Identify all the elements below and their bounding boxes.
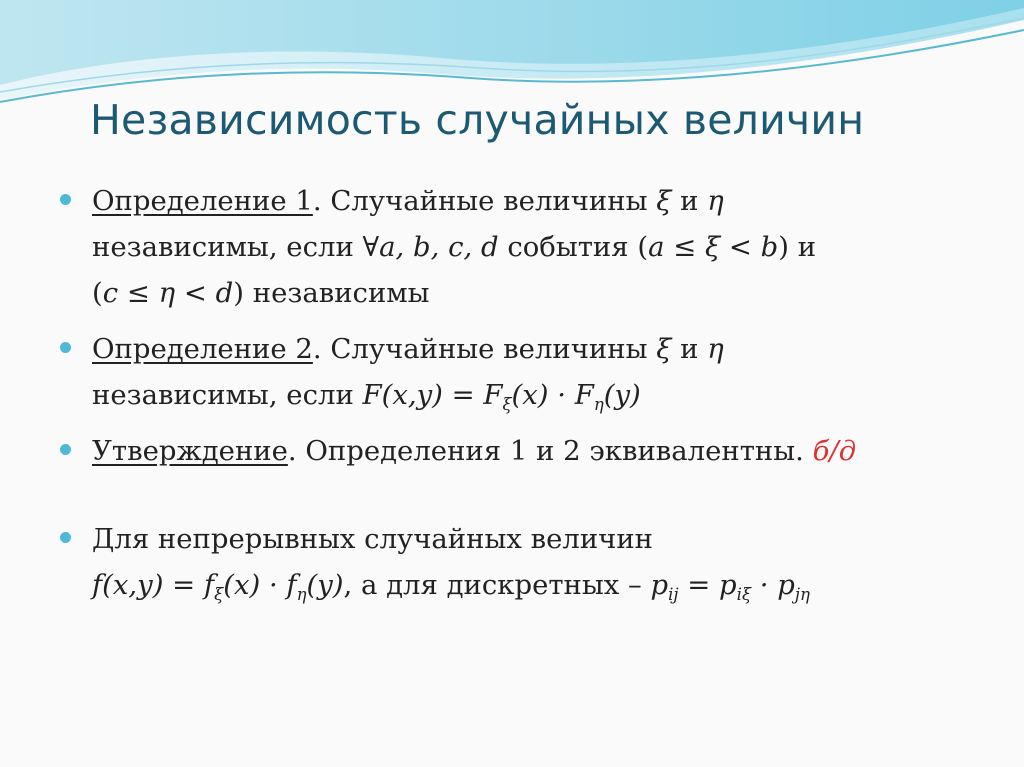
events-text: события ( [498, 231, 649, 263]
bullet-icon [60, 532, 71, 543]
subscript-eta: η [593, 394, 604, 414]
claim-text: . Определения 1 и 2 эквивалентны. [287, 435, 813, 467]
definition-1-label: Определение 1 [92, 185, 313, 217]
list-item-claim [60, 428, 990, 474]
subscript-xi: ξ [502, 394, 512, 414]
independent-if-text: независимы, если [92, 379, 363, 411]
without-proof-note: б/д [812, 435, 857, 467]
slide-title: Независимость случайных величин [90, 96, 865, 144]
dot-p: · p [751, 569, 795, 601]
and-text: и [671, 333, 708, 365]
forall-symbol: ∀ [362, 231, 380, 263]
formula-end: (y) [603, 379, 641, 411]
bullet-icon [60, 194, 71, 205]
subscript-ij: ij [668, 584, 679, 604]
eta-symbol: η [707, 185, 724, 217]
close-and-text: ) и [778, 231, 817, 263]
definition-1-text: . Случайные величины [312, 185, 657, 217]
bullet-icon [60, 342, 71, 353]
list-item-definition-1 [60, 178, 990, 316]
subscript-eta: η [296, 584, 307, 604]
subscript-jeta: jη [794, 584, 810, 604]
eta-symbol: η [707, 333, 724, 365]
discrete-text: , а для дискретных – [343, 569, 651, 601]
list-item-definition-2 [60, 326, 990, 418]
formula-middle: (x) · f [223, 569, 297, 601]
joint-density-formula: f(x,y) = f [92, 569, 215, 601]
equals-p: = p [678, 569, 737, 601]
bullet-icon [60, 444, 71, 455]
formula-end: (y) [306, 569, 344, 601]
p-symbol: p [650, 569, 669, 601]
bullet-list [60, 178, 990, 608]
condition-1: a ≤ ξ < b [648, 231, 779, 263]
claim-label: Утверждение [92, 435, 288, 467]
condition-2: c ≤ η < d [102, 277, 234, 309]
vars-text: a, b, c, d [379, 231, 499, 263]
close-independent-text: ) независимы [233, 277, 430, 309]
definition-2-text: . Случайные величины [312, 333, 657, 365]
subscript-ixi: iξ [736, 584, 752, 604]
independent-if-text: независимы, если [92, 231, 363, 263]
definition-2-label: Определение 2 [92, 333, 313, 365]
formula-middle: (x) · F [511, 379, 594, 411]
continuous-text: Для непрерывных случайных величин [92, 523, 653, 555]
joint-cdf-formula: F(x,y) = F [362, 379, 503, 411]
subscript-xi: ξ [214, 584, 224, 604]
and-text: и [671, 185, 708, 217]
list-item-continuous [60, 516, 990, 608]
open-paren: ( [92, 277, 103, 309]
xi-symbol: ξ [656, 185, 672, 217]
xi-symbol: ξ [656, 333, 672, 365]
